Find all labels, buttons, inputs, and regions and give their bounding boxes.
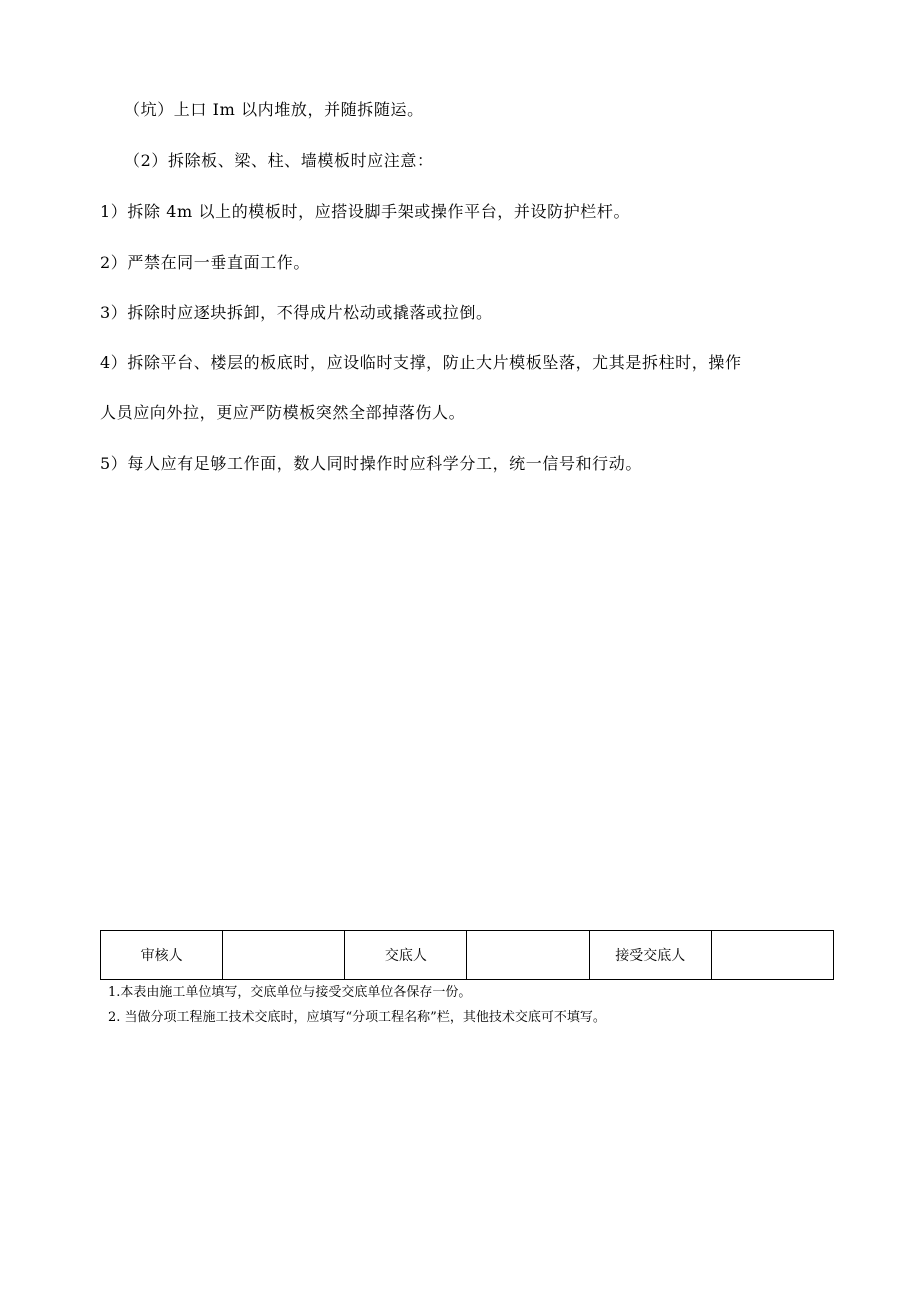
footnote-2: 2. 当做分项工程施工技术交底时，应填写“分项工程名称”栏，其他技术交底可不填写。 (108, 1010, 606, 1025)
discloser-field[interactable] (467, 931, 589, 980)
body-line-4: 2）严禁在同一垂直面工作。 (100, 253, 310, 272)
signature-row (101, 931, 834, 980)
receiver-field[interactable] (711, 931, 833, 980)
body-line-1: （坑）上口 Im 以内堆放，并随拆随运。 (124, 100, 424, 119)
body-line-3: 1）拆除 4m 以上的模板时，应搭设脚手架或操作平台，并设防护栏杆。 (100, 202, 631, 221)
reviewer-label: 审核人 (101, 931, 223, 980)
signature-table (100, 930, 834, 980)
body-line-8: 5）每人应有足够工作面，数人同时操作时应科学分工，统一信号和行动。 (100, 454, 642, 473)
body-line-6: 4）拆除平台、楼层的板底时，应设临时支撑，防止大片模板坠落，尤其是拆柱时，操作 (100, 353, 742, 372)
footnote-1: 1.本表由施工单位填写，交底单位与接受交底单位各保存一份。 (108, 985, 472, 1000)
reviewer-field[interactable] (223, 931, 345, 980)
body-line-7: 人员应向外拉，更应严防模板突然全部掉落伤人。 (100, 403, 466, 422)
body-line-2: （2）拆除板、梁、柱、墙模板时应注意： (124, 151, 434, 170)
body-line-5: 3）拆除时应逐块拆卸，不得成片松动或撬落或拉倒。 (100, 303, 493, 322)
discloser-label: 交底人 (345, 931, 467, 980)
receiver-label: 接受交底人 (589, 931, 711, 980)
